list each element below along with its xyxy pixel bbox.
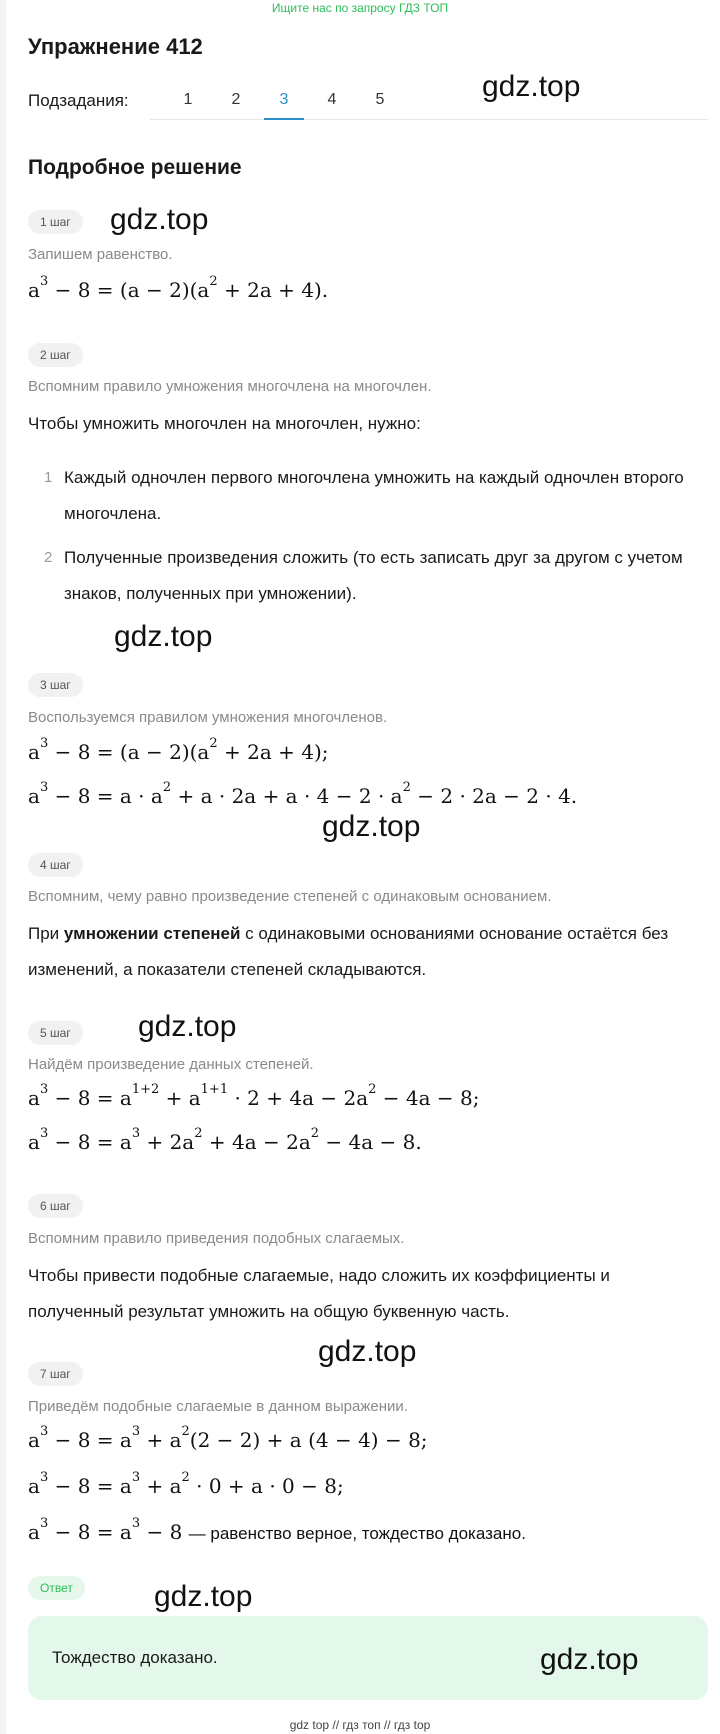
- top-banner[interactable]: Ищите нас по запросу ГДЗ ТОП: [271, 1, 449, 15]
- tab-subtask-5[interactable]: 5: [375, 91, 385, 108]
- watermark: gdz.top: [114, 620, 213, 653]
- list-item-text: Полученные произведения сложить (то есть записать друг за другом с учетом знаков, полученных при умножении).: [64, 548, 683, 603]
- step-text-4-bold: умножении степеней: [63, 924, 241, 943]
- step-note-6: Вспомним правило приведения подобных слагаемых.: [28, 1230, 405, 1247]
- watermark: gdz.top: [138, 1010, 237, 1043]
- step-note-1: Запишем равенство.: [28, 246, 173, 263]
- step-note-2: Вспомним правило умножения многочлена на многочлен.: [28, 378, 432, 395]
- list-item-text: Каждый одночлен первого многочлена умножить на каждый одночлен второго многочлена.: [64, 468, 684, 523]
- section-title: Подробное решение: [28, 156, 242, 179]
- tab-subtask-2[interactable]: 2: [231, 91, 241, 108]
- tab-subtask-4[interactable]: 4: [327, 91, 337, 108]
- watermark: gdz.top: [154, 1580, 253, 1613]
- formula-step5-line2: $a^3 - 8 = a^3 + 2a^2 + 4a - 2a^2 - 4a - 8$.: [28, 1126, 422, 1154]
- formula-step7-line2: $a^3 - 8 = a^3 + a^2 \cdot 0 + a \cdot 0 - 8$;: [28, 1470, 344, 1498]
- list-item-number: 1: [44, 469, 53, 486]
- page-title: Упражнение 412: [28, 34, 203, 59]
- watermark: gdz.top: [322, 810, 421, 843]
- step-badge-4: 4 шаг: [28, 853, 83, 877]
- step-badge-2: 2 шаг: [28, 343, 83, 367]
- step-note-5: Найдём произведение данных степеней.: [28, 1056, 314, 1073]
- formula-step7-tail: — равенство верное, тождество доказано.: [188, 1524, 526, 1543]
- formula-step1: $a^3 - 8 = (a - 2)(a^2 + 2a + 4)$.: [28, 274, 329, 302]
- list-item-number: 2: [44, 549, 53, 566]
- formula-step7-line3: $a^3 - 8 = a^3 - 8$ — равенство верное, тождество доказано.: [28, 1516, 526, 1544]
- step-text-4-pre: При: [28, 924, 64, 943]
- step-text-4: [28, 916, 688, 988]
- step-badge-5: 5 шаг: [28, 1021, 83, 1045]
- footer-links[interactable]: gdz top // гдз топ // гдз top: [289, 1718, 431, 1732]
- list-item: [44, 460, 684, 532]
- step-note-3: Воспользуемся правилом умножения многочленов.: [28, 709, 388, 726]
- subtasks-label: Подзадания:: [28, 91, 129, 110]
- answer-text: Тождество доказано.: [52, 1648, 218, 1667]
- formula-step7-line1: $a^3 - 8 = a^3 + a^2(2 - 2) + a$ (4 − 4) − 8;: [28, 1424, 428, 1452]
- step-badge-6: 6 шаг: [28, 1194, 83, 1218]
- tab-subtask-1[interactable]: 1: [183, 91, 193, 108]
- step-note-4: Вспомним, чему равно произведение степеней с одинаковым основанием.: [28, 888, 552, 905]
- watermark: gdz.top: [540, 1643, 639, 1676]
- step-badge-3: 3 шаг: [28, 673, 83, 697]
- watermark: gdz.top: [110, 203, 209, 236]
- left-rule: [0, 0, 6, 1734]
- answer-badge: Ответ: [28, 1576, 85, 1600]
- step-badge-1: 1 шаг: [28, 210, 83, 234]
- subtasks-nav: [28, 86, 708, 120]
- formula-step5-line1: $a^3 - 8 = a^{1+2} + a^{1+1} \cdot 2 + 4a - 2a^2 - 4a - 8$;: [28, 1082, 480, 1110]
- list-item: [44, 540, 684, 612]
- step-text-6: Чтобы привести подобные слагаемые, надо сложить их коэффициенты и полученный результат умножить на общую буквенную часть.: [28, 1266, 610, 1321]
- step-text-4-post: с одинаковыми основаниями основание остаётся без изменений, а показатели степеней складываются.: [28, 924, 669, 979]
- watermark: gdz.top: [482, 70, 581, 103]
- tab-subtask-3[interactable]: 3: [264, 86, 304, 120]
- step-note-7: Приведём подобные слагаемые в данном выражении.: [28, 1398, 408, 1415]
- step-text-2: Чтобы умножить многочлен на многочлен, нужно:: [28, 414, 421, 433]
- formula-step3-line2: $a^3 - 8 = a \cdot a^2 + a \cdot 2a + a \cdot 4 - 2 \cdot a^2 - 2 \cdot 2a - 2 \cdot 4$.: [28, 780, 578, 808]
- formula-step3-line1: $a^3 - 8 = (a - 2)(a^2 + 2a + 4)$;: [28, 736, 329, 764]
- step-badge-7: 7 шаг: [28, 1362, 83, 1386]
- watermark: gdz.top: [318, 1335, 417, 1368]
